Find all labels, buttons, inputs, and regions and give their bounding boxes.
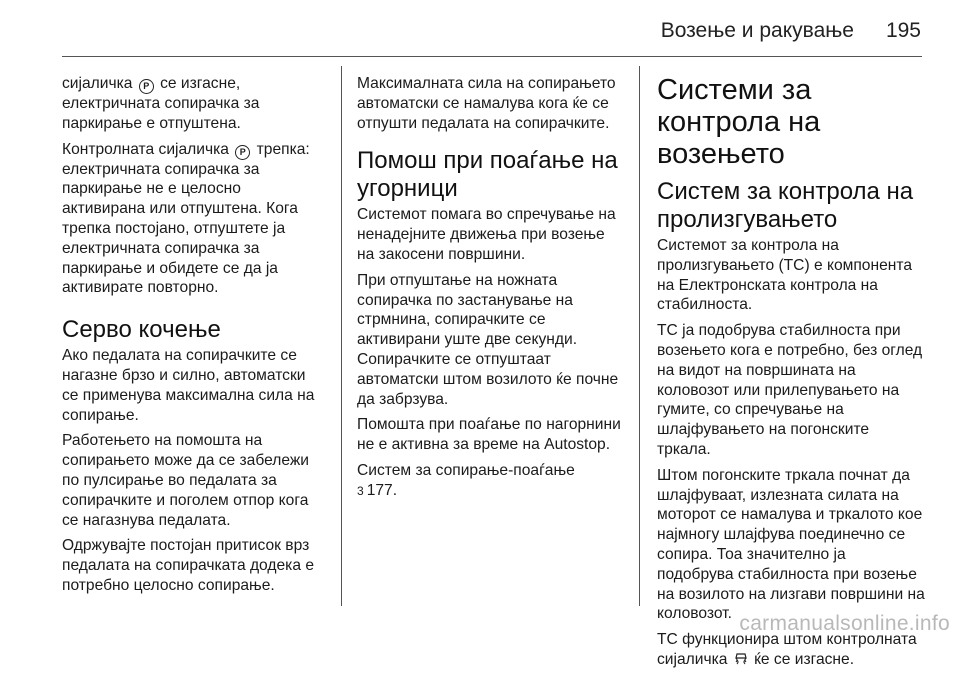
paragraph: Штом погонските тркала почнат да шлајфуваат, излезната силата на моторот се намалува и тркалото кое најмногу шлајфува поединечно се сопира. Тоа значително ја подобрува стабилноста при возење на возилото на лизгави површини на коловозот. (657, 466, 925, 623)
paragraph: При отпуштање на ножната сопирачка по застанување на стрмнина, сопирачките се активирани уште две секунди. Сопирачките се отпуштаат автоматски штом возилото ќе почне да забрзува. (357, 271, 619, 408)
section-heading: Систем за контрола на пролизгувањето (657, 178, 914, 233)
page-header (0, 0, 960, 58)
paragraph: TC ја подобрува стабилноста при возењето кога е потребно, без оглед на видот на површината на коловозот или прилепувањето на гумите, со спречување на шлајфувањето на погонските тркала. (657, 322, 923, 458)
paragraph (62, 74, 326, 134)
column-divider (639, 66, 640, 606)
paragraph (357, 461, 625, 502)
text: сијаличка (62, 75, 133, 92)
column-right (657, 74, 925, 676)
section-heading: Помош при поаѓање на угорници (357, 147, 618, 203)
page-reference[interactable]: 177. (366, 481, 398, 499)
parking-brake-icon: P (235, 145, 250, 160)
paragraph: Системот помага во спречување на ненадејните движења при возење на закосени површини. (357, 206, 616, 263)
header-divider (62, 56, 922, 57)
column-middle (357, 74, 625, 508)
page-number: 195 (885, 19, 921, 42)
paragraph: Ако педалата на сопирачките се нагазне брзо и силно, автоматски се применува максимална сила на сопирање. (62, 347, 315, 424)
column-left (62, 74, 326, 602)
page-reference-arrow-icon: 3 (357, 483, 364, 498)
paragraph (62, 140, 326, 299)
text: се изгасне, електричната сопирачка за паркирање е отпуштена. (62, 75, 260, 132)
skidding-car-icon (734, 653, 748, 666)
paragraph: Системот за контрола на пролизгувањето (TC) е компонента на Електронската контрола на стабилноста. (657, 237, 913, 314)
chapter-title: Возење и ракување (660, 19, 854, 42)
paragraph: Максималната сила на сопирањето автоматски се намалува кога ќе се отпушти педалата на сопирачките. (357, 75, 616, 132)
watermark: carmanualsonline.info (739, 612, 950, 635)
text: трепка: електричната сопирачка за паркирање не е целосно активирана или отпуштена. Кога трепка постојано, отпуштете ја електричната сопирачка за паркирање и обидете се да ја активирате повторно. (62, 140, 310, 297)
section-heading: Серво кочење (62, 316, 221, 344)
paragraph (657, 630, 925, 670)
text: TC функционира штом контролната сијаличка (657, 631, 917, 668)
paragraph: Работењето на помошта на сопирањето може да се забележи по пулсирање во педалата за сопирачките и поголем отпор кога се нагазнува педалата. (62, 432, 309, 529)
paragraph: Помошта при поаѓање по нагорнини не е активна за време на Autostop. (357, 416, 621, 454)
text: ќе се изгасне. (754, 650, 855, 668)
text: Систем за сопирање-поаѓање (357, 461, 575, 479)
text: Контролната сијаличка (62, 140, 229, 158)
parking-brake-icon: P (139, 79, 154, 94)
paragraph: Одржувајте постојан притисок врз педалата на сопирачката додека е потребно целосно сопирање. (62, 537, 314, 594)
chapter-heading: Системи за контрола на возењето (657, 74, 821, 170)
column-divider (341, 66, 342, 606)
